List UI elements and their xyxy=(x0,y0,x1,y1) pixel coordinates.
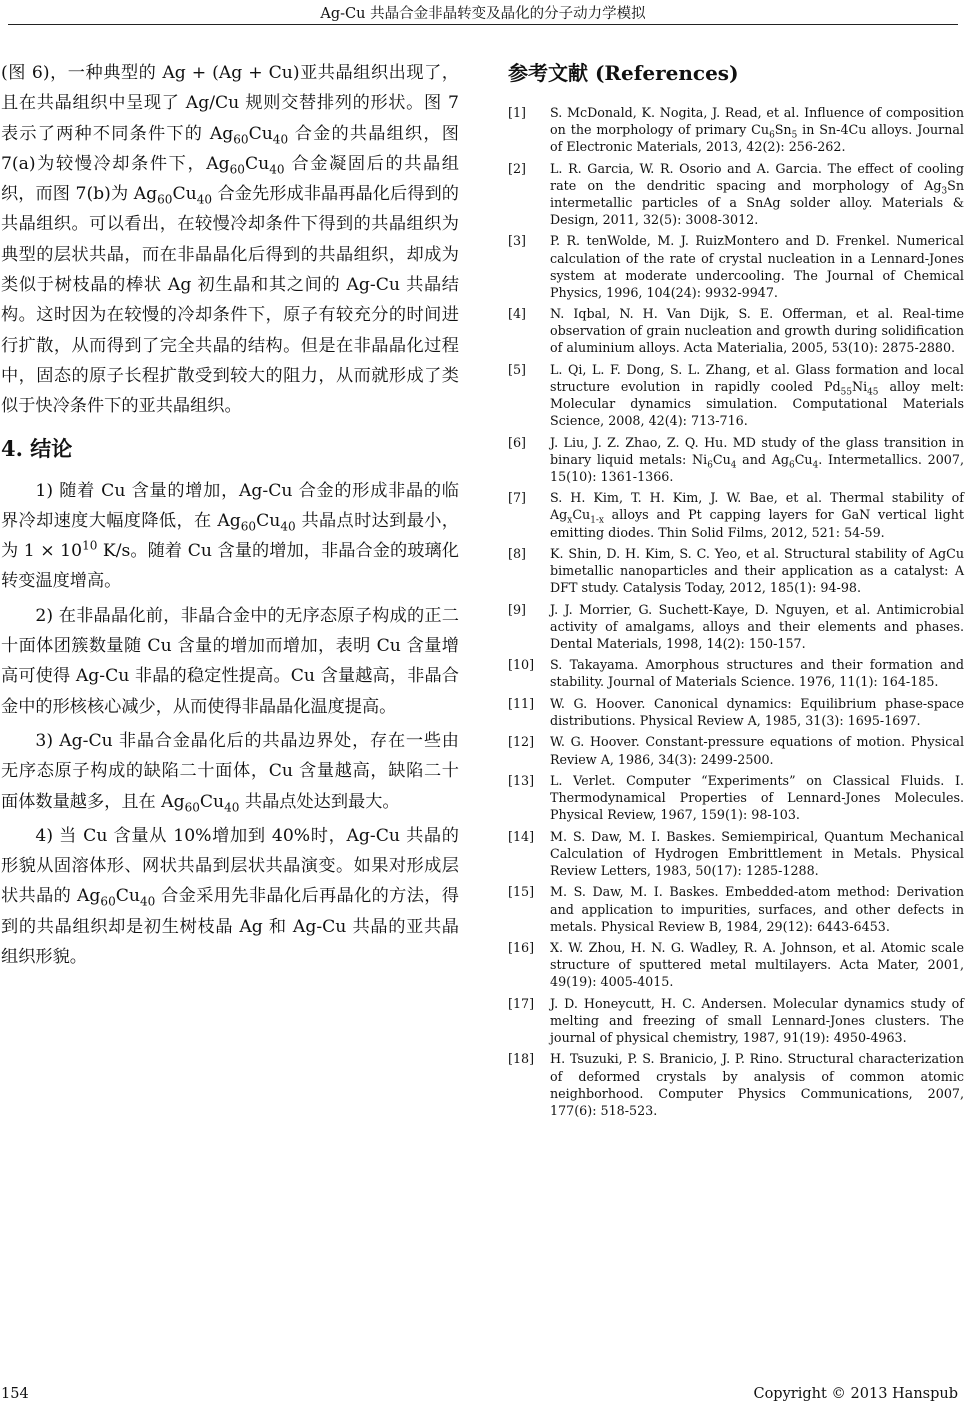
subscript-text: 6 xyxy=(789,460,795,471)
reference-number: [14] xyxy=(508,828,535,844)
reference-number: [18] xyxy=(508,1051,535,1067)
conclusion-item-4 xyxy=(1,821,459,972)
reference-text xyxy=(550,160,964,228)
text-run: P. R. tenWolde, M. J. RuizMontero and D. Frenkel. Numerical calculation of the rate of crystal nucleation in a Lennard-Jones system at moderate undercooling. The Journal of Chemical Physics, 1996, 104(24): 9932-9947. xyxy=(550,233,964,300)
subscript-text: 1-x xyxy=(590,515,604,526)
reference-entry xyxy=(508,160,964,228)
text-run: and Ag xyxy=(736,451,790,467)
text-run: Cu xyxy=(794,451,813,467)
text-run: N. Iqbal, N. H. Van Dijk, S. E. Offerman, et al. Real-time observation of grain nucleation and growth during solidification of aluminium alloys. Acta Materialia, 2005, 53(10): 2875-2880. xyxy=(550,306,964,356)
reference-entry xyxy=(508,434,964,485)
subscript-text: 5 xyxy=(791,130,798,141)
conclusion-item-3 xyxy=(1,726,459,817)
text-run: (图 6)，一种典型的 Ag + (Ag + Cu)亚共晶组织出现了，且在共晶组织中呈现了 Ag/Cu 规则交替排列的形状。图 7 表示了两种不同条件下的 Ag xyxy=(1,63,459,144)
subscript-text: 40 xyxy=(224,799,240,814)
reference-entry xyxy=(508,939,964,990)
subscript-text: 60 xyxy=(184,799,200,814)
body-paragraph-intro xyxy=(1,58,459,422)
reference-text xyxy=(550,104,964,155)
text-run: J. D. Honeycutt, H. C. Andersen. Molecular dynamics study of melting and freezing of small Lennard-Jones clusters. The journal of physical chemistry, 1987, 91(19): 4950-4963. xyxy=(550,995,964,1045)
text-run: 合金采用先非晶化后再晶化的方法，得到的共晶组织却是初生树枝晶 Ag 和 Ag-Cu 共晶的亚共晶组织形貌。 xyxy=(1,886,459,968)
reference-text xyxy=(550,489,964,540)
text-run: W. G. Hoover. Canonical dynamics: Equilibrium phase-space distributions. Physical Review A, 1985, 31(3): 1695-1697. xyxy=(550,695,964,728)
text-run: 合金的共晶组织，图 7(a)为较慢冷却条件下，Ag xyxy=(1,123,459,174)
text-run: Cu xyxy=(172,184,197,205)
text-run: in Sn-4Cu alloys. Journal of Electronic Materials, 2013, 42(2): 256-262. xyxy=(550,122,964,155)
text-run: 3) Ag-Cu 非晶合金晶化后的共晶边界处，存在一些由无序态原子构成的缺陷二十面体，Cu 含量越高，缺陷二十面体数量越多，且在 Ag xyxy=(1,730,459,812)
subscript-text: 60 xyxy=(240,519,257,534)
text-run: 共晶点时达到最小，为 1 × 10 xyxy=(1,510,459,562)
reference-entry xyxy=(508,545,964,596)
section-heading-conclusion: 4. 结论 xyxy=(1,435,73,461)
reference-text xyxy=(550,772,964,823)
text-run: . Intermetallics. 2007, 15(10): 1361-1366. xyxy=(550,451,964,484)
text-run: 1) 随着 Cu 含量的增加，Ag-Cu 合金的形成非晶的临界冷却速度大幅度降低，在 Ag xyxy=(1,480,459,531)
subscript-text: 4 xyxy=(730,460,737,471)
reference-text xyxy=(550,361,964,429)
text-run: J. Liu, J. Z. Zhao, Z. Q. Hu. MD study of the glass transition in binary liquid metals: Ni xyxy=(550,434,964,467)
reference-entry xyxy=(508,489,964,540)
text-run: Cu xyxy=(248,123,273,144)
subscript-text: 40 xyxy=(272,132,289,147)
reference-number: [6] xyxy=(508,434,526,450)
subscript-text: 40 xyxy=(269,162,285,177)
text-run: M. S. Daw, M. I. Baskes. Semiempirical, Quantum Mechanical Calculation of Hydrogen Embrittlement in Metals. Physical Review Letters, 1983, 50(17): 1285-1288. xyxy=(550,828,964,878)
reference-number: [2] xyxy=(508,160,526,176)
references-heading: 参考文献 (References) xyxy=(508,61,739,85)
reference-text xyxy=(550,305,964,356)
subscript-text: 40 xyxy=(196,192,212,207)
reference-entry xyxy=(508,772,964,823)
running-head-title: Ag-Cu 共晶合金非晶转变及晶化的分子动力学模拟 xyxy=(320,6,646,22)
reference-list xyxy=(508,104,964,1119)
reference-text xyxy=(550,883,964,934)
subscript-text: x xyxy=(567,515,573,526)
text-run: L. R. Garcia, W. R. Osorio and A. Garcia. The effect of cooling rate on the dendritic spacing and morphology of Ag xyxy=(550,160,964,193)
reference-entry xyxy=(508,995,964,1046)
text-run: L. Qi, L. F. Dong, S. L. Zhang, et al. Glass formation and local structure evolution in rapidly cooled Pd xyxy=(550,361,964,394)
subscript-text: 55 xyxy=(840,387,852,398)
text-run: S. Takayama. Amorphous structures and their formation and stability. Journal of Materials Science. 1976, 11(1): 164-185. xyxy=(550,657,964,690)
text-run: L. Verlet. Computer “Experiments” on Classical Fluids. I. Thermodynamical Properties of Lennard-Jones Molecules. Physical Review, 1967, 159(1): 98-103. xyxy=(550,773,964,823)
copyright-notice: Copyright © 2013 Hanspub xyxy=(753,1386,958,1402)
reference-text xyxy=(550,1050,964,1118)
right-column xyxy=(508,58,964,1123)
text-run: S. H. Kim, T. H. Kim, J. W. Bae, et al. Thermal stability of Ag xyxy=(550,490,964,523)
text-run: 合金凝固后的共晶组织，而图 7(b)为 Ag xyxy=(1,153,459,205)
reference-number: [4] xyxy=(508,306,526,322)
subscript-text: 40 xyxy=(280,519,296,534)
reference-text xyxy=(550,601,964,652)
reference-number: [15] xyxy=(508,884,535,900)
reference-number: [8] xyxy=(508,545,526,561)
conclusion-item-2 xyxy=(1,601,459,722)
reference-entry xyxy=(508,828,964,879)
text-run: K. Shin, D. H. Kim, S. C. Yeo, et al. Structural stability of AgCu bimetallic nanoparticles and their application as a catalyst: A DFT study. Catalysis Today, 2012, 185(1): 94-98. xyxy=(550,545,964,596)
subscript-text: 4 xyxy=(812,460,819,471)
left-column xyxy=(1,58,459,972)
subscript-text: 6 xyxy=(707,460,713,471)
reference-entry xyxy=(508,883,964,934)
reference-number: [16] xyxy=(508,940,535,956)
reference-number: [7] xyxy=(508,490,526,506)
reference-number: [13] xyxy=(508,773,535,789)
reference-entry xyxy=(508,733,964,767)
text-run: W. G. Hoover. Constant-pressure equations of motion. Physical Review A, 1986, 34(3): 2499-2500. xyxy=(550,734,964,767)
reference-entry xyxy=(508,361,964,429)
text-run: S. McDonald, K. Nogita, J. Read, et al. Influence of composition on the morphology of primary Cu xyxy=(550,105,964,138)
text-run: Cu xyxy=(712,451,731,467)
text-run: Cu xyxy=(115,886,140,907)
reference-entry xyxy=(508,104,964,155)
reference-text xyxy=(550,434,964,485)
reference-text xyxy=(550,939,964,990)
reference-text xyxy=(550,828,964,879)
reference-number: [12] xyxy=(508,734,535,750)
reference-number: [3] xyxy=(508,233,526,249)
subscript-text: 60 xyxy=(100,894,116,909)
reference-text xyxy=(550,733,964,767)
subscript-text: 6 xyxy=(769,130,775,141)
text-run: 合金先形成非晶再晶化后得到的共晶组织。可以看出，在较慢冷却条件下得到的共晶组织为典型的层状共晶，而在非晶晶化后得到的共晶组织，却成为类似于树枝晶的棒状 Ag 初生晶和其之间的 Ag-Cu 共晶结构。这时因为在较慢的冷却条件下，原子有较充分的时间进行扩散，从而得到了完全共晶的结构。但是在非晶晶化过程中，固态的原子长程扩散受到较大的阻力，从而就形成了类似于快冷条件下的亚共晶组织。 xyxy=(1,184,459,417)
text-run: M. S. Daw, M. I. Baskes. Embedded-atom method: Derivation and application to impurities, surfaces, and other defects in metals. Physical Review B, 1984, 29(12): 6443-6453. xyxy=(550,884,964,934)
reference-text xyxy=(550,545,964,596)
reference-number: [9] xyxy=(508,601,526,617)
text-run: Cu xyxy=(572,507,591,523)
text-run: alloy melt: Molecular dynamics simulation. Computational Materials Science, 2008, 42(4): 713-716. xyxy=(550,378,964,429)
subscript-text: 45 xyxy=(867,387,879,398)
text-run: 2) 在非晶晶化前，非晶合金中的无序态原子构成的正二十面体团簇数量随 Cu 含量的增加而增加，表明 Cu 含量增高可使得 Ag-Cu 非晶的稳定性提高。Cu 含量越高，非晶合金中的形核核心减少，从而使得非晶晶化温度提高。 xyxy=(1,605,459,717)
reference-entry xyxy=(508,1050,964,1118)
reference-number: [11] xyxy=(508,695,535,711)
text-run: X. W. Zhou, H. N. G. Wadley, R. A. Johnson, et al. Atomic scale structure of sputtered metal multilayers. Acta Mater, 2001, 49(19): 4005-4015. xyxy=(550,940,964,990)
subscript-text: 40 xyxy=(139,894,156,909)
text-run: Cu xyxy=(199,791,225,812)
reference-text xyxy=(550,232,964,300)
reference-entry xyxy=(508,695,964,729)
reference-entry xyxy=(508,656,964,690)
reference-number: [10] xyxy=(508,657,535,673)
conclusion-item-1 xyxy=(1,476,459,597)
text-run: H. Tsuzuki, P. S. Branicio, J. P. Rino. Structural characterization of deformed crystals by analysis of common atomic neighborhood. Computer Physics Communications, 2007, 177(6): 518-523. xyxy=(550,1051,964,1118)
reference-text xyxy=(550,695,964,729)
subscript-text: 60 xyxy=(233,132,249,147)
text-run: Cu xyxy=(244,153,270,174)
page-number: 154 xyxy=(1,1386,29,1402)
header-rule xyxy=(8,24,958,25)
reference-text xyxy=(550,656,964,690)
text-run: J. J. Morrier, G. Suchett-Kaye, D. Nguyen, et al. Antimicrobial activity of amalgams, alloys and their elements and phases. Dental Materials, 1998, 14(2): 150-157. xyxy=(550,601,964,651)
text-run: alloys and Pt capping layers for GaN vertical light emitting diodes. Thin Solid Films, 2012, 521: 54-59. xyxy=(550,507,964,540)
reference-entry xyxy=(508,601,964,652)
text-run: 共晶点处达到最大。 xyxy=(239,791,400,812)
supscript-text: 10 xyxy=(82,538,98,553)
reference-number: [1] xyxy=(508,105,526,120)
subscript-text: 60 xyxy=(157,192,173,207)
reference-entry xyxy=(508,305,964,356)
reference-entry xyxy=(508,232,964,300)
text-run: Cu xyxy=(256,510,281,531)
text-run: Sn intermetallic particles of a SnAg solder alloy. Materials & Design, 2011, 32(5): 3008-3012. xyxy=(550,177,964,227)
text-run: Ni xyxy=(851,378,868,394)
text-run: Sn xyxy=(774,122,792,138)
text-run: K/s。随着 Cu 含量的增加，非晶合金的玻璃化转变温度增高。 xyxy=(1,541,459,592)
subscript-text: 60 xyxy=(229,162,245,177)
reference-number: [5] xyxy=(508,361,526,377)
subscript-text: 3 xyxy=(941,186,948,197)
reference-number: [17] xyxy=(508,995,535,1011)
reference-text xyxy=(550,995,964,1046)
text-run: 4) 当 Cu 含量从 10%增加到 40%时，Ag-Cu 共晶的形貌从固溶体形、网状共晶到层状共晶演变。如果对形成层状共晶的 Ag xyxy=(1,825,459,907)
